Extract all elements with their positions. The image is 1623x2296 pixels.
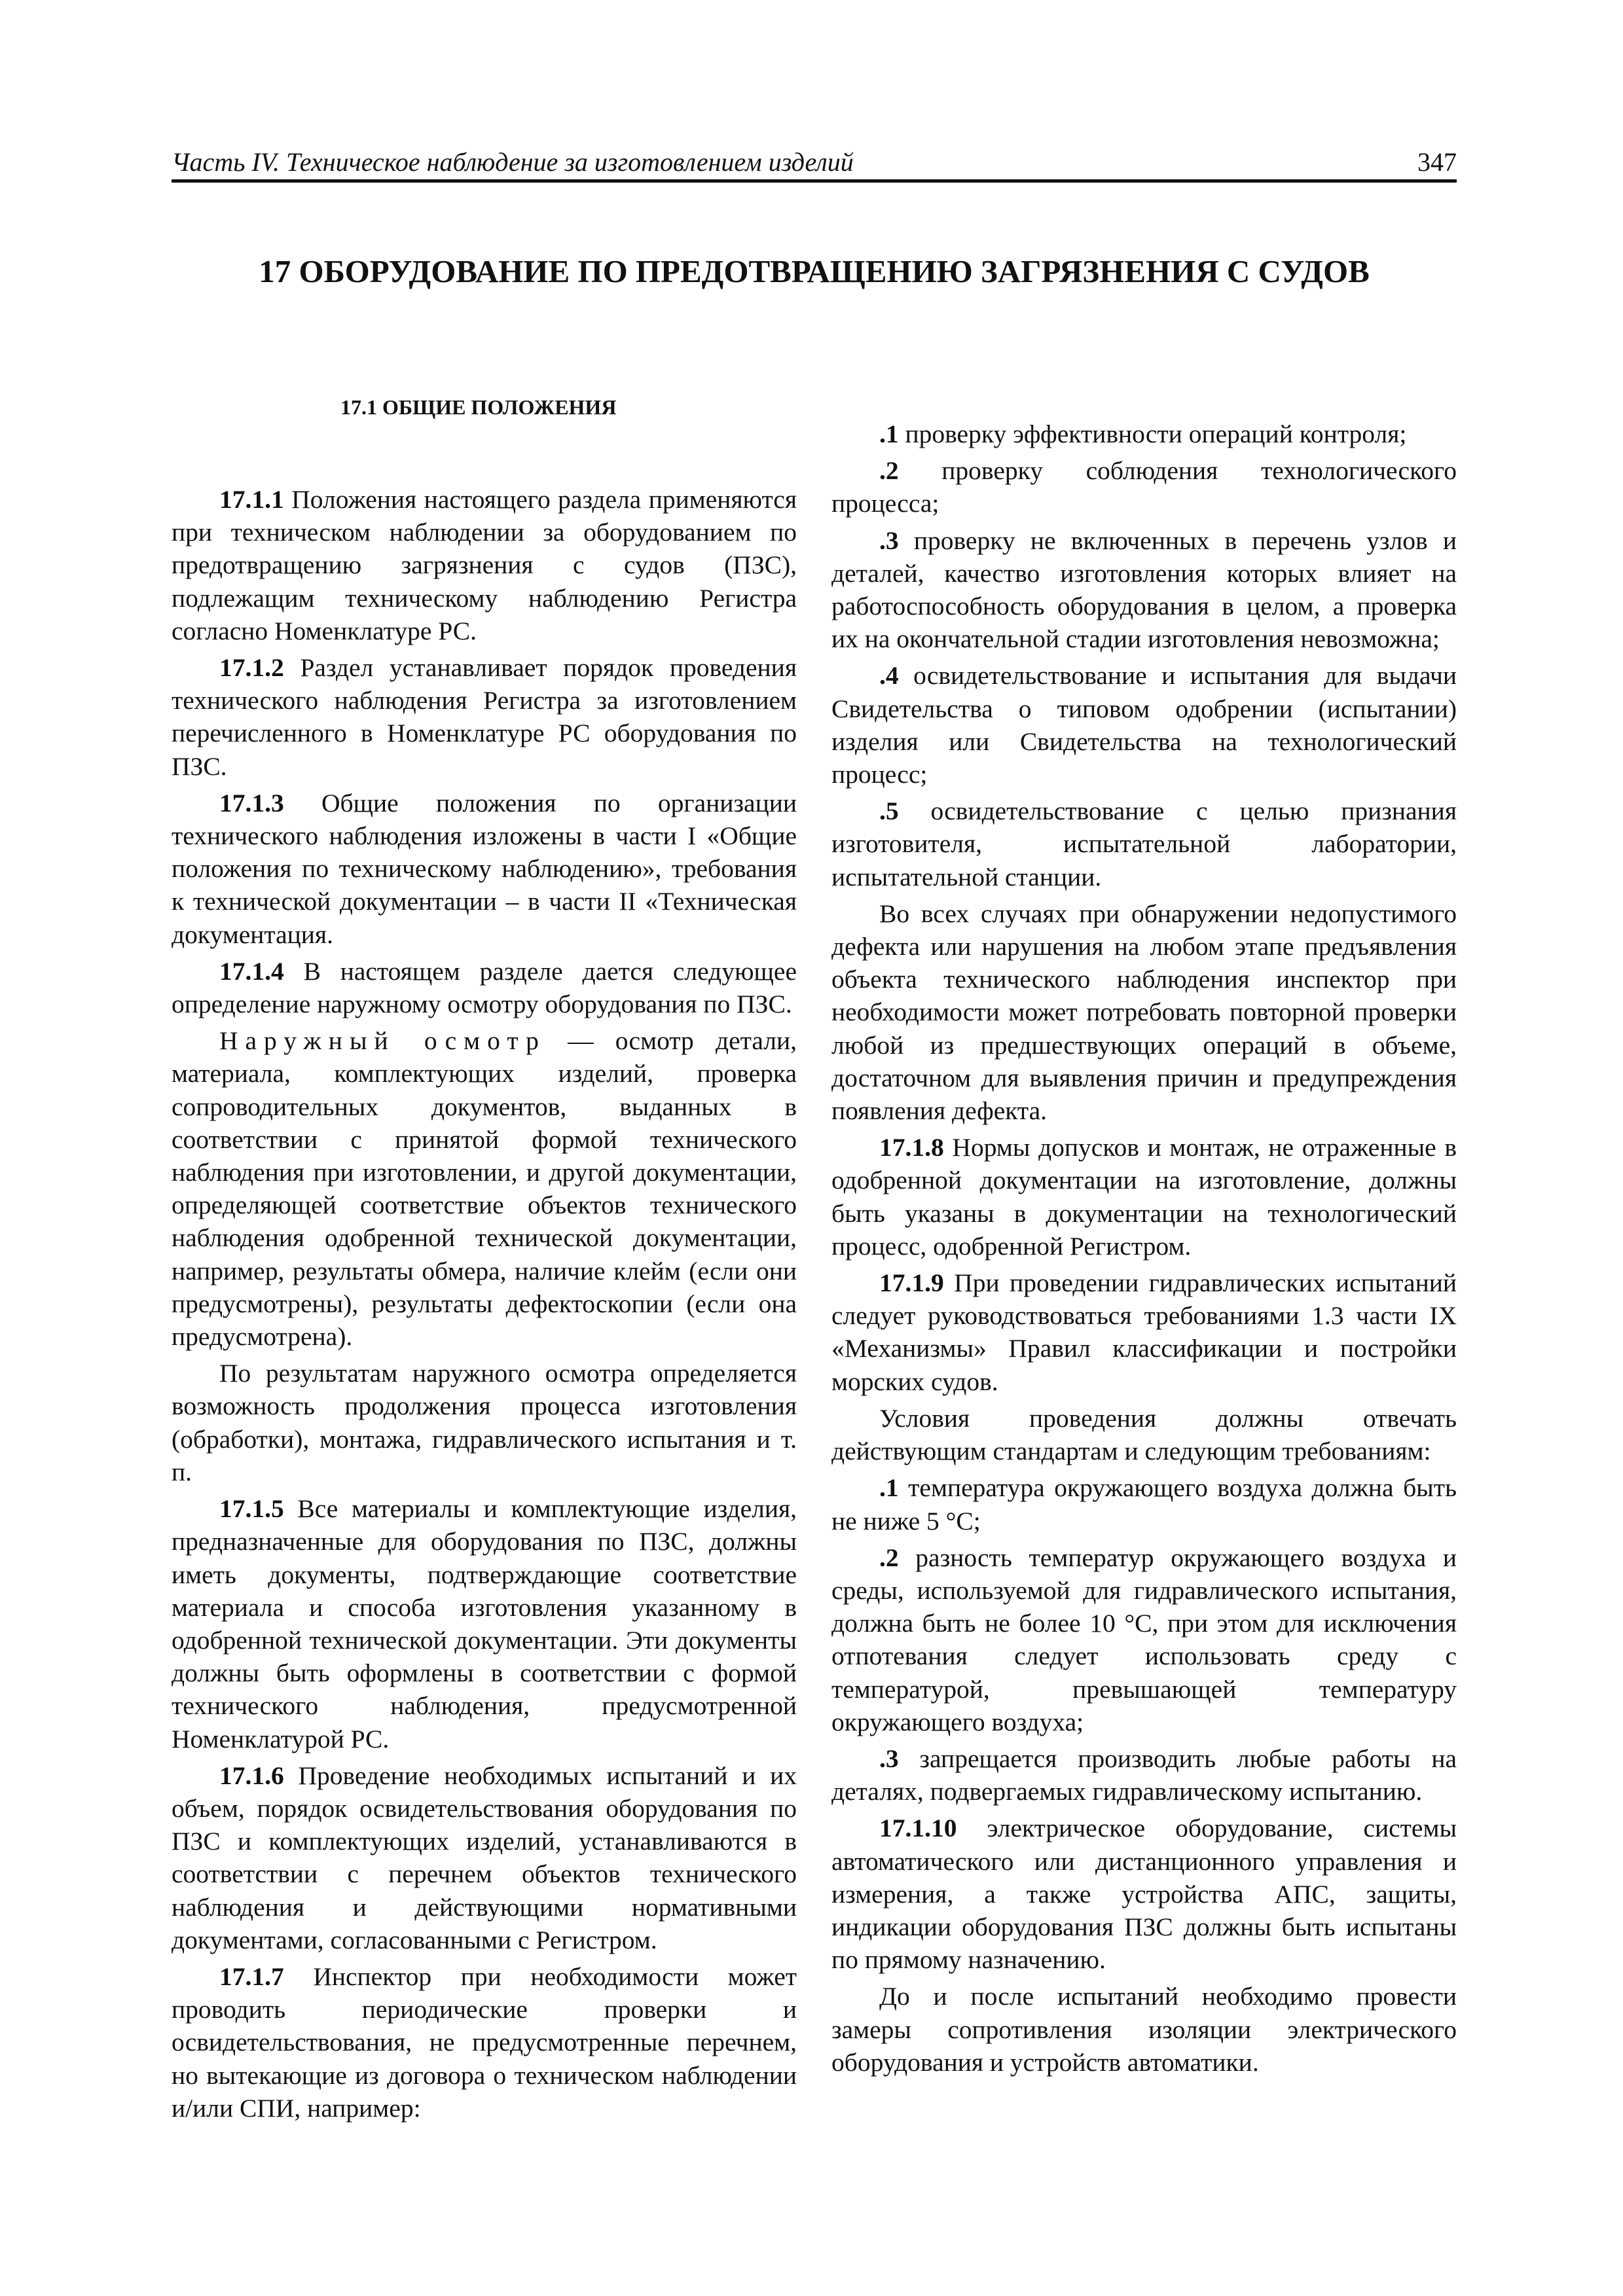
list-item	[831, 795, 1457, 893]
definition-text: — осмотр детали, материала, комплектующих изделий, проверка сопроводительных документов, выданных в соответствии с принятой формой технического наблюдения при изготовлении, и другой документации, определяющей соответствие объектов технического наблюдения одобренной технической документации, например, результаты обмера, наличие клейм (если они предусмотрены), результаты дефектоскопии (если она предусмотрена).	[172, 1026, 797, 1352]
paragraph-conditions: Условия проведения должны отвечать действующим стандартам и следующим требованиям:	[831, 1403, 1457, 1466]
clause-number: 17.1.4	[219, 956, 284, 986]
item-number: .3	[879, 1744, 899, 1773]
paragraph-17-1-7	[172, 1960, 797, 2125]
paragraph-defect: Во всех случаях при обнаружении недопустимого дефекта или нарушения на любом этапе предъявления объекта технического наблюдения инспектор при необходимости может потребовать повторной проверки любой из предшествующих операций в объеме, достаточном для выявления причин и предупреждения появления дефекта.	[831, 899, 1457, 1126]
defined-term: Наружный осмотр	[219, 1026, 546, 1056]
clause-number: 17.1.10	[879, 1814, 957, 1843]
chapter-title: 17 ОБОРУДОВАНИЕ ПО ПРЕДОТВРАЩЕНИЮ ЗАГРЯЗНЕНИЯ С СУДОВ	[259, 253, 1370, 289]
paragraph-final: До и после испытаний необходимо провести замеры сопротивления изоляции электрического оборудования и устройств автоматики.	[831, 1982, 1457, 2077]
item-text: температура окружающего воздуха должна быть не ниже 5 °С;	[831, 1473, 1457, 1535]
item-text: проверку соблюдения технологического процесса;	[831, 456, 1457, 518]
clause-text: Раздел устанавливает порядок проведения технического наблюдения Регистра за изготовлением перечисленного в Номенклатуре РС оборудования по ПЗС.	[172, 653, 797, 781]
clause-number: 17.1.1	[219, 485, 284, 514]
clause-text: электрическое оборудование, системы автоматического или дистанционного управления и измерения, а также устройства АПС, защиты, индикации оборудования ПЗС должны быть испытаны по прямому назначению.	[831, 1814, 1457, 1975]
paragraph-inspection-result: По результатам наружного осмотра определяется возможность продолжения процесса изготовления (обработки), монтажа, гидравлического испытания и т. п.	[172, 1359, 797, 1486]
clause-text: В настоящем разделе дается следующее определение наружному осмотру оборудования по ПЗС.	[172, 956, 797, 1019]
clause-number: 17.1.6	[219, 1761, 284, 1790]
list-item	[831, 524, 1457, 656]
item-number: .4	[879, 661, 899, 691]
list-item	[831, 659, 1457, 791]
paragraph-17-1-2	[172, 651, 797, 783]
item-text: запрещается производить любые работы на деталях, подвергаемых гидравлическому испытанию.	[831, 1744, 1457, 1806]
clause-text: Положения настоящего раздела применяются при техническом наблюдении за оборудованием по предотвращению загрязнения с судов (ПЗС), подлежащим техническому наблюдению Регистра согласно Номенклатуре РС.	[172, 485, 797, 645]
paragraph-17-1-6	[172, 1759, 797, 1956]
item-text: освидетельствование с целью признания изготовителя, испытательной лаборатории, испытательной станции.	[831, 797, 1457, 891]
clause-text: Проведение необходимых испытаний и их объем, порядок освидетельствования оборудования по ПЗС и комплектующих изделий, устанавливаются в соответствии с перечнем объектов технического наблюдения и действующими нормативными документами, согласованными с Регистром.	[172, 1761, 797, 1954]
clause-text: Нормы допусков и монтаж, не отраженные в одобренной документации на изготовление, должны быть указаны в документации на технологический процесс, одобренной Регистром.	[831, 1133, 1457, 1261]
clause-number: 17.1.5	[219, 1494, 284, 1524]
clause-number: 17.1.8	[879, 1133, 944, 1162]
clause-number: 17.1.3	[219, 788, 284, 817]
left-column	[172, 483, 797, 2128]
clause-text: При проведении гидравлических испытаний следует руководствоваться требованиями 1.3 части IX «Механизмы» Правил классификации и постройки морских судов.	[831, 1268, 1457, 1396]
list-item	[831, 454, 1457, 520]
running-header-title: Часть IV. Техническое наблюдение за изготовлением изделий	[172, 147, 854, 177]
clause-text: Инспектор при необходимости может проводить периодические проверки и освидетельствования, не предусмотренные перечнем, но вытекающие из договора о техническом наблюдении и/или СПИ, например:	[172, 1962, 797, 2123]
item-number: .2	[879, 1543, 899, 1572]
right-column	[831, 418, 1457, 2083]
item-text: проверку эффективности операций контроля;	[898, 420, 1407, 448]
page-number: 347	[1417, 147, 1457, 177]
clause-number: 17.1.2	[219, 653, 284, 683]
item-number: .1	[879, 420, 899, 448]
item-number: .5	[879, 797, 899, 826]
paragraph-17-1-5	[172, 1492, 797, 1755]
item-number: .1	[879, 1473, 899, 1503]
list-item	[831, 1742, 1457, 1808]
paragraph-17-1-1	[172, 483, 797, 647]
clause-number: 17.1.9	[879, 1268, 944, 1298]
clause-number: 17.1.7	[219, 1962, 284, 1991]
paragraph-17-1-8	[831, 1131, 1457, 1263]
list-item	[831, 1471, 1457, 1537]
section-heading: 17.1 ОБЩИЕ ПОЛОЖЕНИЯ	[340, 395, 617, 419]
paragraph-17-1-9	[831, 1266, 1457, 1398]
list-item	[831, 1541, 1457, 1738]
item-number: .3	[879, 526, 899, 555]
paragraph-17-1-10	[831, 1812, 1457, 1976]
paragraph-17-1-3	[172, 787, 797, 951]
list-item	[831, 418, 1457, 450]
item-number: .2	[879, 456, 899, 486]
item-text: освидетельствование и испытания для выдачи Свидетельства о типовом одобрении (испытании) изделия или Свидетельства на технологический процесс;	[831, 661, 1457, 789]
clause-text: Все материалы и комплектующие изделия, предназначенные для оборудования по ПЗС, должны иметь документы, подтверждающие соответствие материала и способа изготовления указанному в одобренной технической документации. Эти документы должны быть оформлены в соответствии с формой технического наблюдения, предусмотренной Номенклатурой РС.	[172, 1494, 797, 1753]
clause-text: Общие положения по организации технического наблюдения изложены в части I «Общие положения по техническому наблюдению», требования к технической документации – в части II «Техническая документация.	[172, 788, 797, 949]
item-text: разность температур окружающего воздуха и среды, используемой для гидравлического испытания, должна быть не более 10 °С, при этом для исключения отпотевания следует использовать среду с температурой, превышающей температуру окружающего воздуха;	[831, 1543, 1457, 1736]
definition-paragraph	[172, 1024, 797, 1353]
paragraph-17-1-4	[172, 955, 797, 1020]
running-header	[172, 145, 1457, 183]
item-text: проверку не включенных в перечень узлов и деталей, качество изготовления которых влияет на работоспособность оборудования в целом, а проверка их на окончательной стадии изготовления невозможна;	[831, 526, 1457, 654]
